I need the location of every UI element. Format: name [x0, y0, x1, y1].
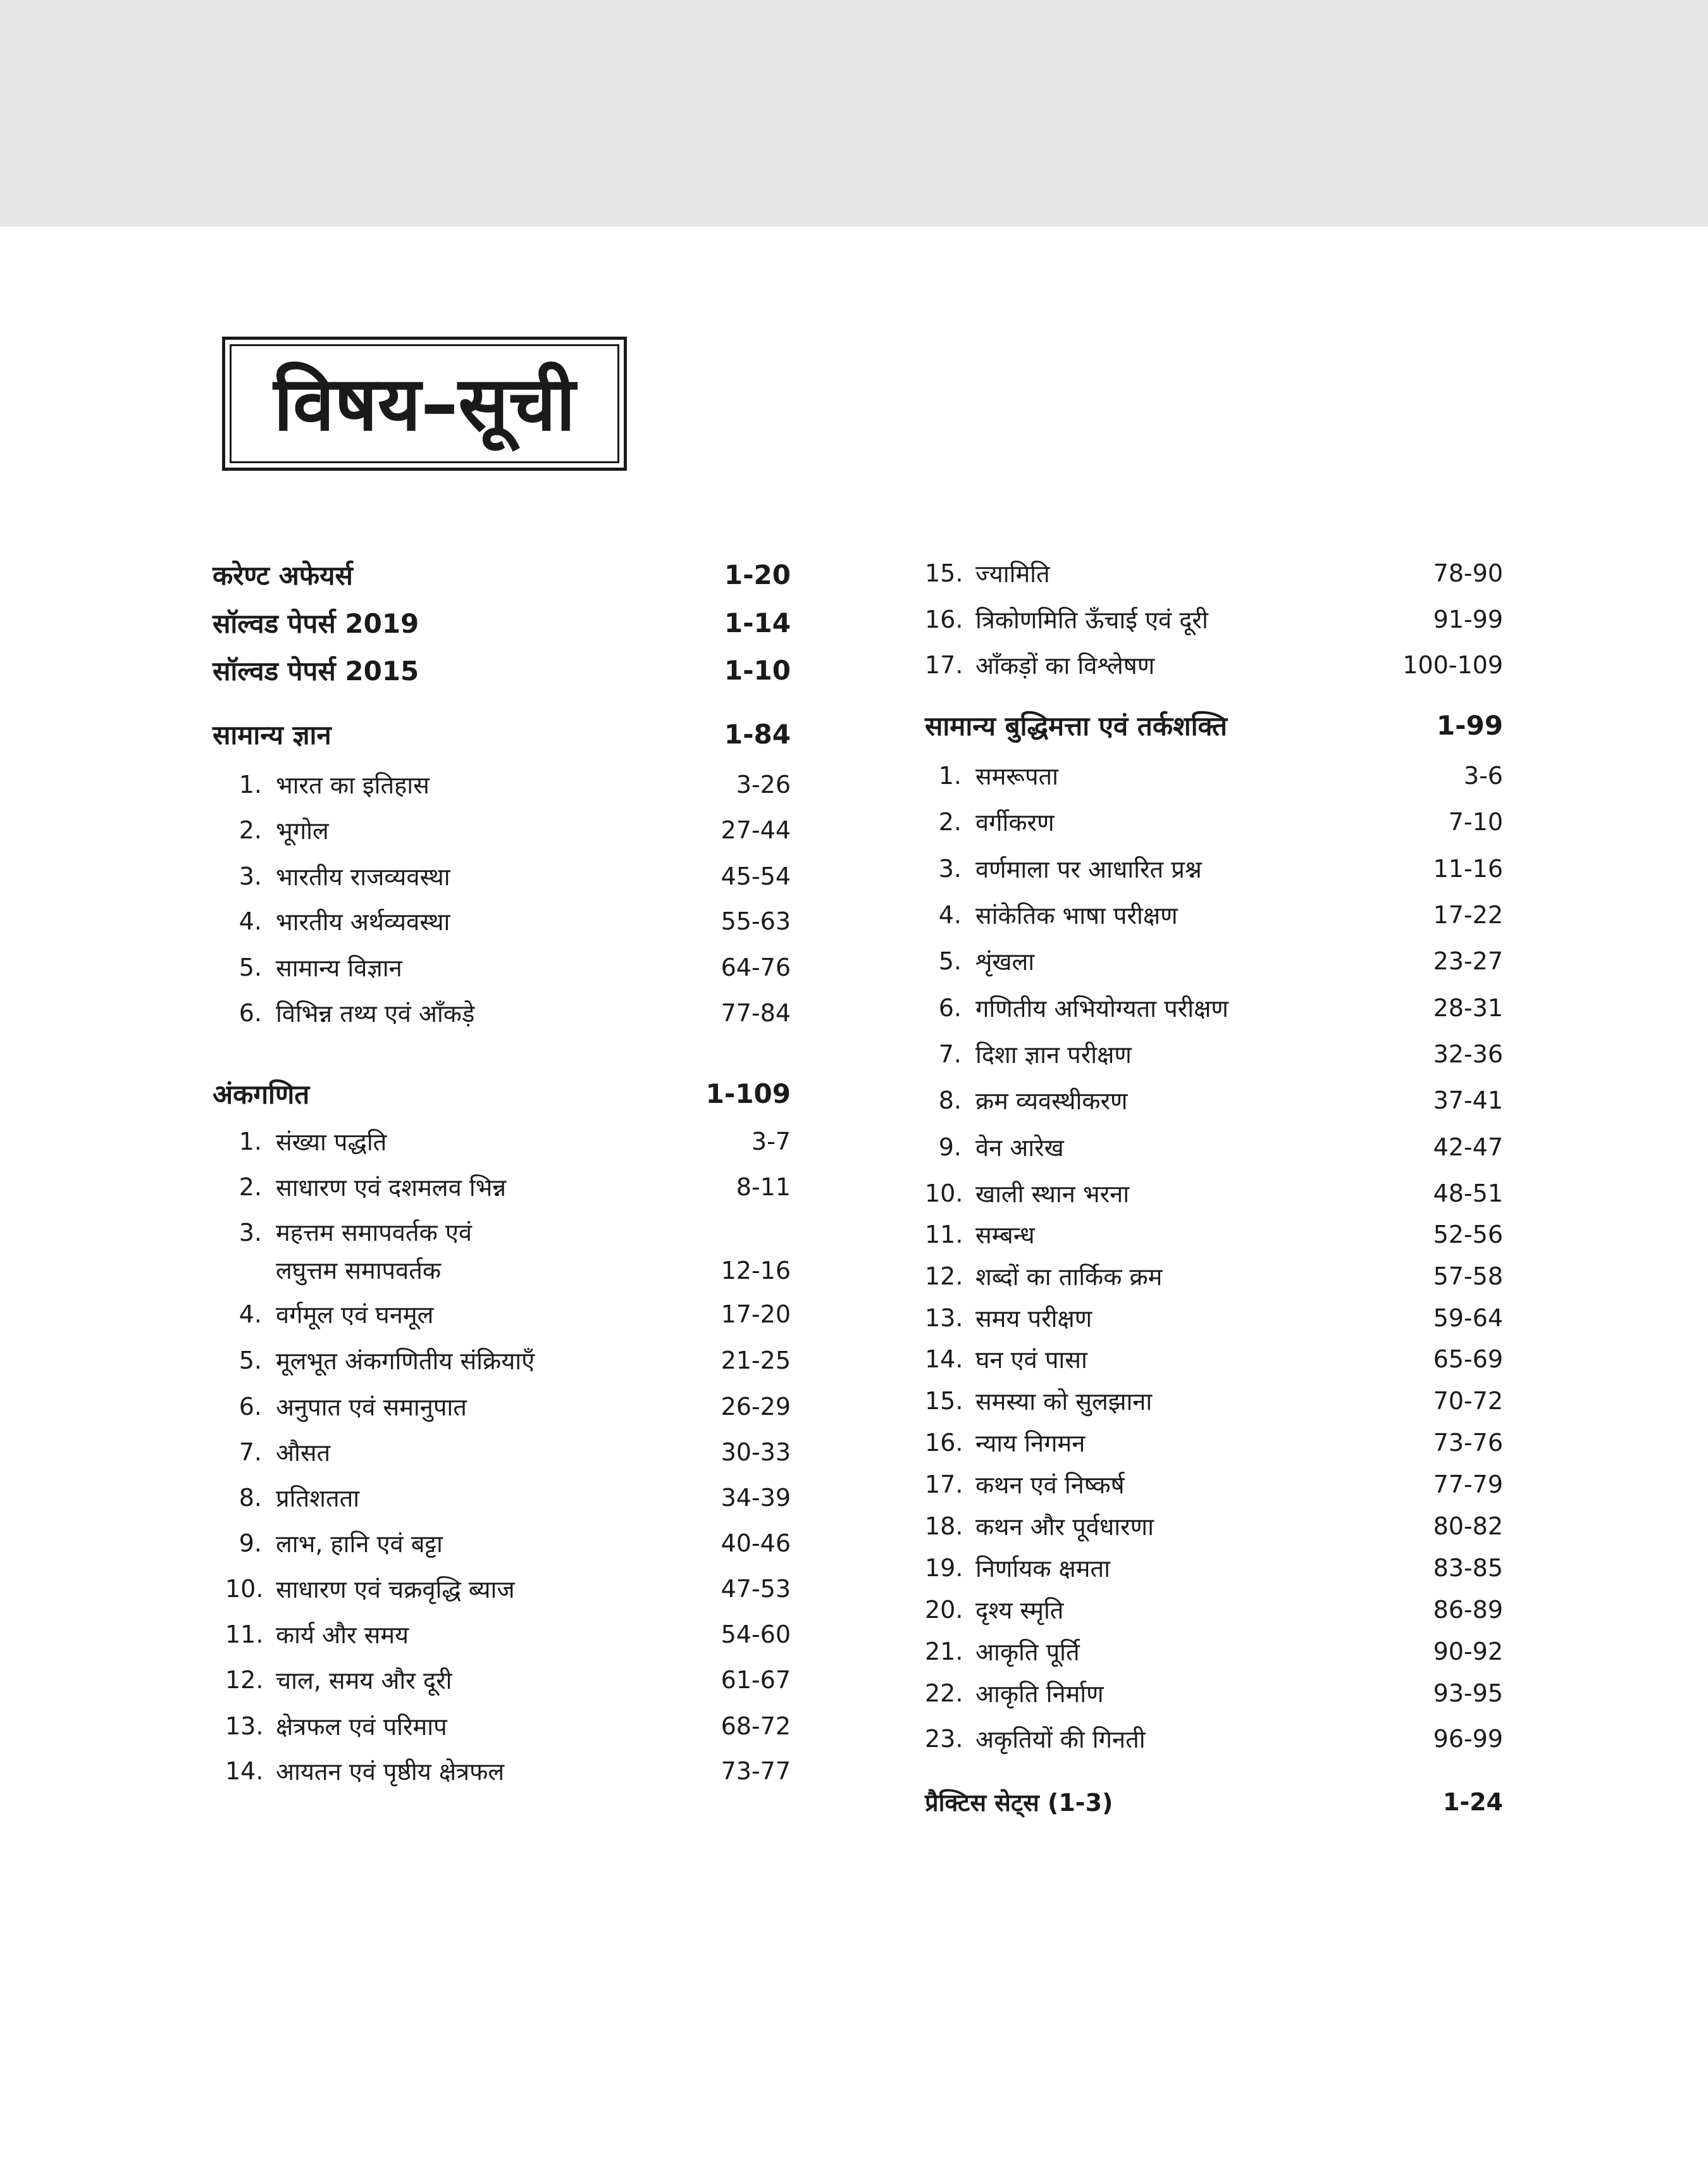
toc-item-number: 6.	[238, 999, 262, 1027]
title-box	[222, 337, 627, 471]
toc-item	[225, 994, 791, 1032]
toc-item	[225, 1615, 791, 1653]
toc-item-label: साधारण एवं दशमलव भिन्न	[276, 1174, 506, 1202]
toc-item	[925, 1174, 1503, 1212]
section-heading-pages: 1-99	[1436, 709, 1503, 741]
toc-item-number: 7.	[938, 1040, 962, 1068]
toc-item	[925, 1633, 1503, 1670]
toc-heading-pages: 1-10	[724, 654, 791, 686]
section-heading-pages: 1-24	[1442, 1788, 1503, 1816]
toc-item-label: संख्या पद्धति	[276, 1128, 387, 1156]
toc-item-number: 16.	[925, 606, 963, 633]
toc-item-pages: 12-16	[721, 1257, 791, 1284]
toc-item-pages: 21-25	[721, 1346, 791, 1374]
toc-item-pages: 28-31	[1433, 994, 1503, 1022]
toc-item-number: 10.	[225, 1575, 264, 1603]
toc-item-label: वर्गमूल एवं घनमूल	[276, 1301, 434, 1329]
toc-item-label: वर्णमाला पर आधारित प्रश्न	[975, 855, 1202, 883]
toc-item-label: आँकड़ों का विश्लेषण	[975, 652, 1155, 680]
toc-item-label: भूगोल	[276, 817, 329, 845]
section-heading-general-knowledge	[213, 715, 791, 753]
toc-item	[925, 1128, 1503, 1166]
toc-item-number: 2.	[238, 816, 262, 844]
toc-item	[225, 1570, 791, 1608]
toc-item	[925, 1720, 1503, 1758]
toc-item-label: सम्बन्ध	[975, 1221, 1035, 1249]
toc-item	[225, 1752, 791, 1790]
toc-item	[925, 1257, 1503, 1295]
toc-item-number: 3.	[238, 862, 262, 890]
toc-item-number: 18.	[925, 1512, 963, 1540]
toc-item-number: 5.	[238, 954, 262, 981]
toc-item-number: 4.	[238, 907, 262, 935]
toc-item	[225, 1295, 791, 1333]
toc-item-pages: 77-84	[721, 999, 791, 1027]
toc-item	[225, 766, 791, 804]
toc-item-pages: 3-7	[751, 1128, 791, 1155]
toc-item-pages: 17-22	[1433, 901, 1503, 929]
toc-item-pages: 3-6	[1463, 762, 1503, 790]
toc-item-number: 13.	[925, 1304, 963, 1332]
toc-item-label: समस्या को सुलझाना	[975, 1388, 1153, 1415]
toc-item	[225, 1661, 791, 1699]
toc-heading	[213, 604, 791, 642]
toc-item	[925, 850, 1503, 888]
toc-heading-label: सॉल्वड पेपर्स 2015	[213, 655, 419, 687]
toc-item-pages: 64-76	[721, 954, 791, 981]
toc-item-pages: 32-36	[1433, 1040, 1503, 1068]
toc-item-label: कथन और पूर्वधारणा	[975, 1513, 1154, 1541]
toc-item-label: गणितीय अभियोग्यता परीक्षण	[975, 995, 1228, 1023]
toc-heading	[213, 556, 791, 594]
section-heading-reasoning	[925, 706, 1503, 744]
toc-item-number: 12.	[225, 1666, 264, 1694]
section-heading-practice-sets	[925, 1783, 1503, 1821]
toc-item-label: आयतन एवं पृष्ठीय क्षेत्रफल	[276, 1758, 505, 1786]
page-title: विषय–सूची	[273, 360, 576, 447]
toc-item-number: 17.	[925, 1471, 963, 1498]
toc-item-label: शृंखला	[975, 948, 1035, 976]
toc-item-pages: 59-64	[1433, 1304, 1503, 1332]
toc-item-label: क्षेत्रफल एवं परिमाप	[276, 1713, 447, 1741]
toc-item-number: 5.	[238, 1346, 262, 1374]
toc-item-pages: 34-39	[721, 1484, 791, 1512]
toc-item-number: 22.	[925, 1679, 963, 1707]
section-heading-label: सामान्य बुद्धिमत्ता एवं तर्कशक्ति	[925, 710, 1227, 742]
toc-item-label: आकृति निर्माण	[975, 1680, 1104, 1708]
toc-heading-label: करेण्ट अफेयर्स	[213, 559, 353, 591]
toc-item-pages: 45-54	[721, 862, 791, 890]
section-heading-label: अंकगणित	[213, 1078, 310, 1110]
toc-item-number: 11.	[925, 1221, 963, 1248]
toc-item-number: 11.	[225, 1620, 264, 1648]
toc-item-pages: 61-67	[721, 1666, 791, 1694]
toc-item	[225, 948, 791, 986]
toc-item	[925, 1549, 1503, 1587]
toc-item	[925, 646, 1503, 684]
toc-item	[225, 1214, 791, 1290]
toc-item	[225, 1388, 791, 1426]
toc-item-pages: 42-47	[1433, 1133, 1503, 1161]
toc-item	[225, 1707, 791, 1745]
toc-item-pages: 70-72	[1433, 1387, 1503, 1415]
toc-item-pages: 52-56	[1433, 1221, 1503, 1248]
toc-item-pages: 23-27	[1433, 947, 1503, 975]
toc-item	[225, 1123, 791, 1160]
toc-item-number: 19.	[925, 1554, 963, 1582]
toc-item-label: भारतीय अर्थव्यवस्था	[276, 908, 450, 936]
toc-item-number: 9.	[938, 1133, 962, 1161]
toc-item-pages: 40-46	[721, 1529, 791, 1557]
toc-item	[925, 942, 1503, 980]
toc-item-number: 20.	[925, 1596, 963, 1624]
toc-item-label: न्याय निगमन	[975, 1429, 1086, 1457]
toc-item-number: 3.	[238, 1219, 262, 1247]
toc-item-pages: 90-92	[1433, 1638, 1503, 1665]
toc-item-label: समय परीक्षण	[975, 1305, 1092, 1333]
toc-item	[925, 1216, 1503, 1253]
toc-item	[225, 1341, 791, 1379]
toc-item-number: 7.	[238, 1438, 262, 1466]
toc-item-pages: 7-10	[1448, 808, 1503, 836]
toc-item-pages: 54-60	[721, 1620, 791, 1648]
section-heading-pages: 1-109	[705, 1078, 791, 1109]
toc-item-label: भारतीय राजव्यवस्था	[276, 863, 450, 891]
toc-item	[225, 1433, 791, 1471]
toc-item	[225, 1168, 791, 1206]
toc-item-label: अनुपात एवं समानुपात	[276, 1393, 467, 1421]
toc-item	[925, 600, 1503, 638]
toc-item-pages: 11-16	[1433, 855, 1503, 883]
toc-item-pages: 55-63	[721, 907, 791, 935]
toc-item-number: 5.	[938, 947, 962, 975]
toc-item	[925, 1382, 1503, 1420]
toc-heading	[213, 651, 791, 689]
toc-item-label: दिशा ज्ञान परीक्षण	[975, 1041, 1132, 1069]
toc-item-number: 23.	[925, 1725, 963, 1753]
toc-item-pages: 73-77	[721, 1757, 791, 1785]
toc-item-number: 2.	[938, 808, 962, 836]
toc-item-label: वर्गीकरण	[975, 809, 1055, 837]
toc-item-pages: 80-82	[1433, 1512, 1503, 1540]
toc-item-label: खाली स्थान भरना	[975, 1180, 1130, 1208]
toc-item-label: महत्तम समापवर्तक एवं	[276, 1219, 472, 1247]
toc-item	[925, 803, 1503, 841]
section-heading-arithmetic	[213, 1074, 791, 1112]
toc-item	[225, 902, 791, 940]
toc-item	[925, 1591, 1503, 1629]
toc-item-number: 8.	[938, 1086, 962, 1114]
toc-item-label: दृश्य स्मृति	[975, 1596, 1064, 1624]
toc-item-number: 6.	[238, 1393, 262, 1421]
toc-item	[925, 1299, 1503, 1337]
toc-item-number: 21.	[925, 1638, 963, 1665]
toc-item-number: 4.	[938, 901, 962, 929]
toc-item-label: लाभ, हानि एवं बट्टा	[276, 1530, 443, 1558]
toc-item-label: साधारण एवं चक्रवृद्धि ब्याज	[276, 1576, 515, 1603]
toc-item-pages: 100-109	[1402, 651, 1503, 679]
toc-item	[925, 896, 1503, 934]
toc-item-number: 3.	[938, 855, 962, 883]
toc-item-number: 8.	[238, 1484, 262, 1512]
toc-heading-label: सॉल्वड पेपर्स 2019	[213, 607, 419, 639]
top-gray-band	[0, 0, 1708, 227]
toc-item-number: 13.	[225, 1712, 264, 1740]
toc-item	[925, 1081, 1503, 1119]
toc-item-label: चाल, समय और दूरी	[276, 1667, 452, 1695]
toc-item-label: अकृतियों की गिनती	[975, 1726, 1146, 1753]
toc-item	[925, 1465, 1503, 1503]
toc-item	[925, 989, 1503, 1027]
toc-item-pages: 83-85	[1433, 1554, 1503, 1582]
toc-item-label: वेन आरेख	[975, 1134, 1064, 1162]
toc-item-pages: 77-79	[1433, 1471, 1503, 1498]
toc-item-number: 1.	[938, 762, 962, 790]
toc-item-label: आकृति पूर्ति	[975, 1638, 1080, 1666]
toc-item	[225, 811, 791, 849]
toc-item-pages: 65-69	[1433, 1345, 1503, 1373]
toc-item	[925, 1340, 1503, 1378]
toc-item-number: 4.	[238, 1300, 262, 1328]
toc-item-pages: 17-20	[721, 1300, 791, 1328]
toc-item-label-line2: लघुत्तम समापवर्तक	[276, 1257, 442, 1284]
toc-item-label: प्रतिशतता	[276, 1484, 360, 1512]
section-heading-label: प्रैक्टिस सेट्स (1-3)	[925, 1789, 1113, 1817]
toc-item-label: शब्दों का तार्किक क्रम	[975, 1263, 1163, 1291]
toc-item-label: ज्यामिति	[975, 560, 1050, 588]
toc-item-pages: 68-72	[721, 1712, 791, 1740]
toc-item-pages: 57-58	[1433, 1262, 1503, 1290]
toc-item-pages: 91-99	[1433, 606, 1503, 633]
toc-item-number: 6.	[938, 994, 962, 1022]
section-heading-pages: 1-84	[724, 718, 791, 750]
toc-item-pages: 26-29	[721, 1393, 791, 1421]
toc-item-number: 15.	[925, 1387, 963, 1415]
toc-item-pages: 78-90	[1433, 559, 1503, 587]
toc-item-pages: 8-11	[736, 1173, 791, 1201]
toc-item-pages: 73-76	[1433, 1429, 1503, 1457]
section-heading-label: सामान्य ज्ञान	[213, 719, 331, 750]
toc-item-label: विभिन्न तथ्य एवं आँकड़े	[276, 1000, 475, 1028]
toc-item-label: कार्य और समय	[276, 1621, 409, 1649]
toc-item-number: 15.	[925, 559, 963, 587]
toc-item-number: 14.	[225, 1757, 264, 1785]
toc-heading-pages: 1-20	[724, 559, 791, 590]
toc-item-pages: 30-33	[721, 1438, 791, 1466]
toc-item-number: 16.	[925, 1429, 963, 1457]
toc-item	[225, 1524, 791, 1562]
toc-item-number: 17.	[925, 651, 963, 679]
toc-item-number: 1.	[238, 771, 262, 799]
toc-item-label: भारत का इतिहास	[276, 771, 430, 799]
toc-item-pages: 96-99	[1433, 1725, 1503, 1753]
toc-item-pages: 93-95	[1433, 1679, 1503, 1707]
toc-item-pages: 86-89	[1433, 1596, 1503, 1624]
toc-item-label: त्रिकोणमिति ऊँचाई एवं दूरी	[975, 606, 1208, 634]
toc-item	[925, 1035, 1503, 1073]
toc-item	[225, 857, 791, 895]
toc-item-number: 12.	[925, 1262, 963, 1290]
toc-item	[925, 1674, 1503, 1712]
toc-item-label: औसत	[276, 1439, 331, 1467]
toc-heading-pages: 1-14	[724, 607, 791, 638]
toc-item	[925, 1424, 1503, 1462]
toc-item-label: सांकेतिक भाषा परीक्षण	[975, 902, 1178, 930]
toc-item-pages: 48-51	[1433, 1179, 1503, 1207]
toc-item-number: 9.	[238, 1529, 262, 1557]
toc-item-label: कथन एवं निष्कर्ष	[975, 1471, 1125, 1499]
toc-item-pages: 27-44	[721, 816, 791, 844]
toc-item	[925, 1507, 1503, 1545]
toc-item-pages: 3-26	[736, 771, 791, 799]
toc-item-number: 2.	[238, 1173, 262, 1201]
toc-item	[925, 554, 1503, 592]
toc-item-label: मूलभूत अंकगणितीय संक्रियाएँ	[276, 1347, 535, 1375]
toc-item-number: 10.	[925, 1179, 963, 1207]
toc-item	[925, 757, 1503, 795]
toc-item-label: समरूपता	[975, 762, 1059, 790]
toc-item-pages: 47-53	[721, 1575, 791, 1603]
toc-item-label-multiline	[276, 1214, 472, 1290]
toc-item-number: 1.	[238, 1128, 262, 1155]
toc-item-label: घन एवं पासा	[975, 1346, 1087, 1374]
toc-item	[225, 1479, 791, 1517]
toc-item-label: निर्णायक क्षमता	[975, 1555, 1111, 1583]
toc-item-number: 14.	[925, 1345, 963, 1373]
toc-item-label: क्रम व्यवस्थीकरण	[975, 1087, 1128, 1115]
toc-item-pages: 37-41	[1433, 1086, 1503, 1114]
toc-item-label: सामान्य विज्ञान	[276, 954, 402, 982]
